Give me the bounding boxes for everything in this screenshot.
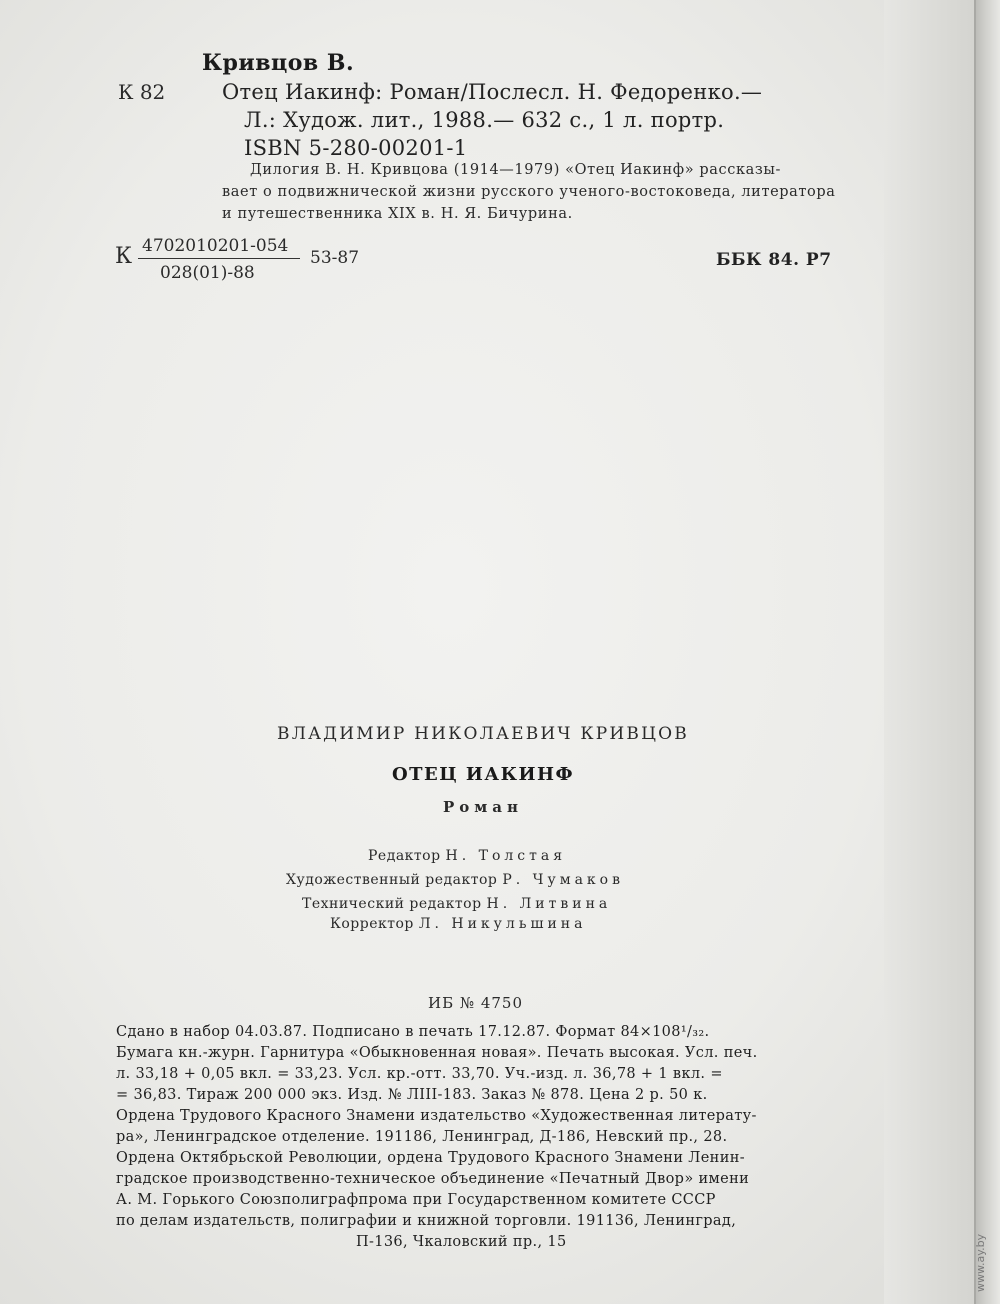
catalog-fraction-denominator: 028(01)-88 (160, 263, 255, 283)
staff-proofreader (330, 916, 586, 932)
catalog-fraction-numerator: 4702010201-054 (142, 236, 289, 256)
imprint-line: Ордена Трудового Красного Знамени издательство «Художественная литерату- (116, 1108, 757, 1124)
imprint-line: П-136, Чкаловский пр., 15 (356, 1234, 567, 1250)
catalog-fraction-bar (138, 258, 300, 259)
watermark-text: www.ay.by (974, 1233, 987, 1292)
ib-number: ИБ № 4750 (428, 994, 524, 1012)
staff-tech-editor (302, 896, 611, 912)
staff-art-editor (286, 872, 624, 888)
imprint-line: по делам издательств, полиграфии и книжной торговли. 191136, Ленинград, (116, 1213, 737, 1229)
catalog-k-letter: К (115, 244, 133, 269)
imprint-line: л. 33,18 + 0,05 вкл. = 33,23. Усл. кр.-отт. 33,70. Уч.-изд. л. 36,78 + 1 вкл. = (116, 1066, 723, 1082)
catalog-fraction-suffix: 53-87 (310, 248, 360, 268)
catalog-index-code: К 82 (118, 80, 166, 104)
book-genre: Роман (442, 798, 523, 816)
catalog-annotation-line: Дилогия В. Н. Кривцова (1914—1979) «Отец Иакинф» рассказы- (250, 162, 782, 178)
catalog-author-heading: Кривцов В. (202, 50, 355, 76)
staff-person: Н. Толстая (445, 848, 567, 864)
staff-role: Редактор (368, 848, 441, 864)
author-full-name: ВЛАДИМИР НИКОЛАЕВИЧ КРИВЦОВ (277, 724, 689, 744)
staff-role: Корректор (330, 916, 414, 932)
catalog-annotation-line: вает о подвижнической жизни русского ученого-востоковеда, литератора (222, 184, 836, 200)
imprint-line: ра», Ленинградское отделение. 191186, Ленинград, Д-186, Невский пр., 28. (116, 1129, 728, 1145)
imprint-line: Ордена Октябрьской Революции, ордена Трудового Красного Знамени Ленин- (116, 1150, 745, 1166)
imprint-line: А. М. Горького Союзполиграфпрома при Государственном комитете СССР (116, 1192, 716, 1208)
catalog-isbn: ISBN 5-280-00201-1 (244, 136, 468, 160)
imprint-line: = 36,83. Тираж 200 000 экз. Изд. № ЛIII-183. Заказ № 878. Цена 2 р. 50 к. (116, 1087, 708, 1103)
imprint-line: градское производственно-техническое объединение «Печатный Двор» имени (116, 1171, 750, 1187)
staff-person: Р. Чумаков (502, 872, 624, 888)
catalog-publisher-line: Л.: Худож. лит., 1988.— 632 с., 1 л. портр. (244, 108, 725, 132)
catalog-annotation-line: и путешественника XIX в. Н. Я. Бичурина. (222, 206, 573, 222)
catalog-title-line: Отец Иакинф: Роман/Послесл. Н. Федоренко.— (222, 80, 763, 104)
staff-editor (368, 848, 566, 864)
staff-person: Л. Никульшина (418, 916, 587, 932)
staff-person: Н. Литвина (486, 896, 612, 912)
imprint-line: Бумага кн.-журн. Гарнитура «Обыкновенная новая». Печать высокая. Усл. печ. (116, 1045, 758, 1061)
watermark (966, 1196, 994, 1296)
book-spine-strip (974, 0, 1000, 1304)
catalog-bbk-code: ББК 84. Р7 (716, 250, 832, 270)
book-title: ОТЕЦ ИАКИНФ (391, 764, 575, 785)
imprint-line: Сдано в набор 04.03.87. Подписано в печать 17.12.87. Формат 84×108¹/₃₂. (116, 1024, 710, 1040)
staff-role: Художественный редактор (286, 872, 498, 888)
staff-role: Технический редактор (302, 896, 482, 912)
